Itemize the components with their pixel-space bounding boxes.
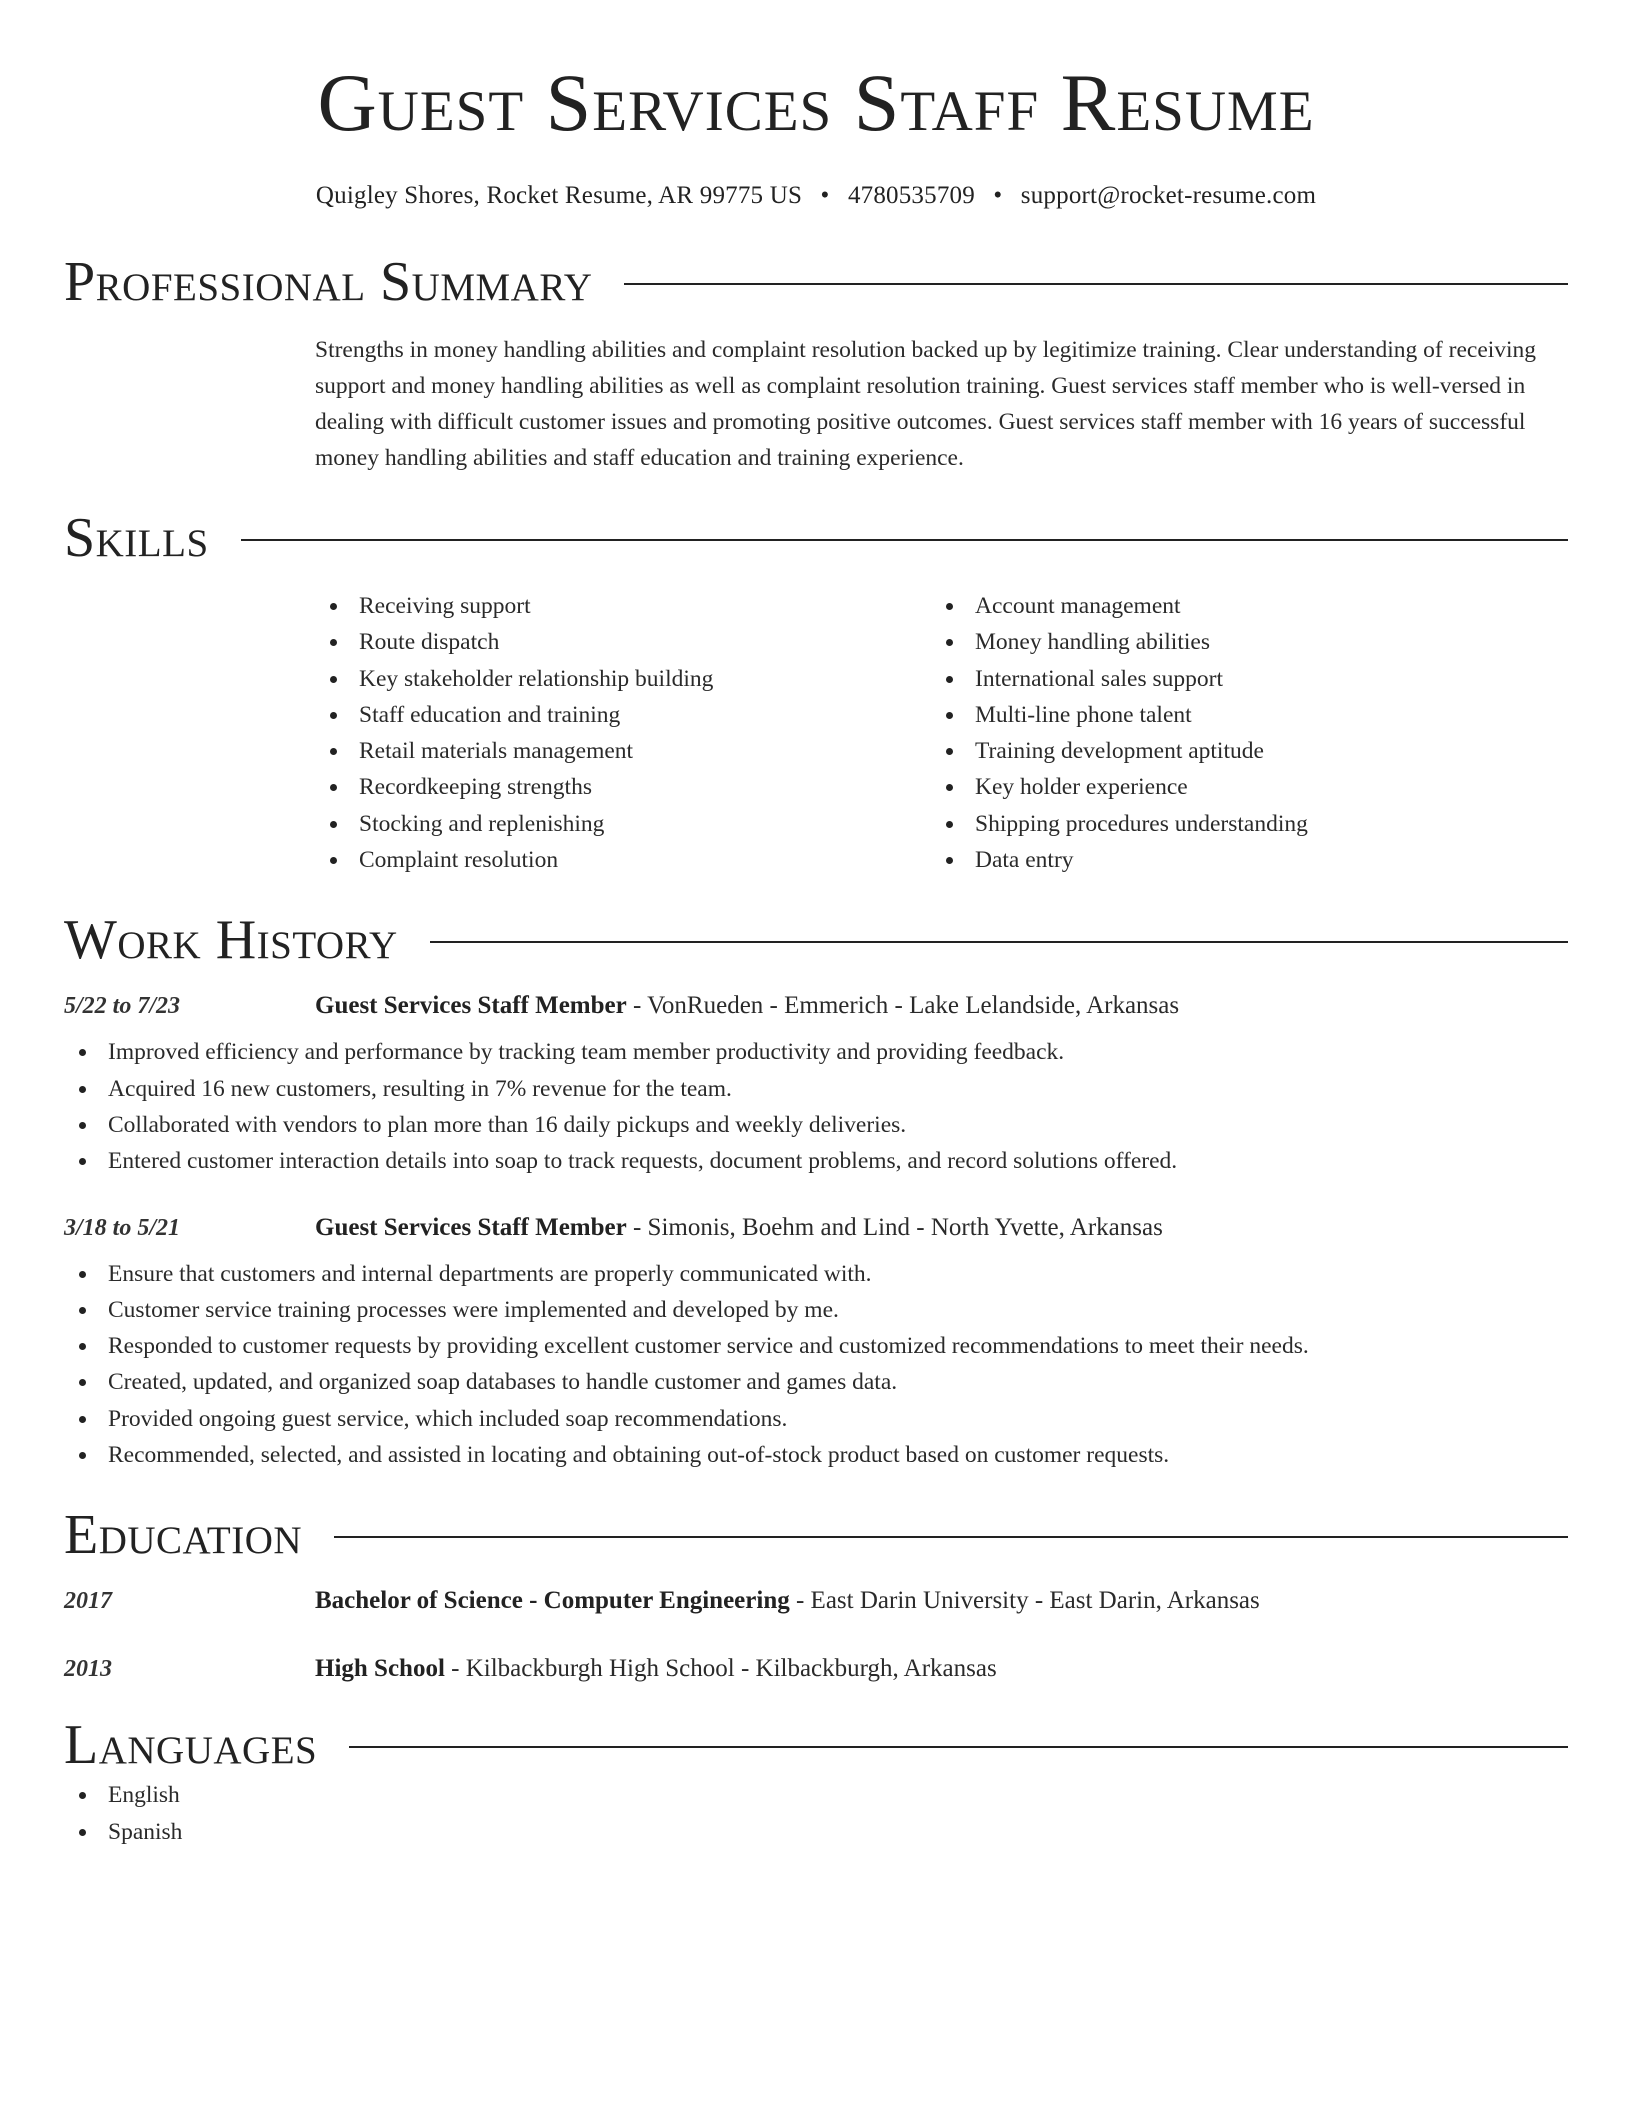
job-title: Guest Services Staff Member — [315, 992, 627, 1020]
job-entry — [64, 1214, 1568, 1474]
job-bullet: Ensure that customers and internal departments are properly communicated with. — [64, 1256, 1568, 1292]
education-year: 2017 — [64, 1588, 112, 1615]
education-section-header — [64, 1503, 1568, 1567]
skill-item: Account management — [931, 588, 1547, 624]
skills-section-header — [64, 506, 1568, 570]
education-degree: High School — [315, 1655, 445, 1683]
skill-item: Recordkeeping strengths — [315, 769, 931, 805]
skill-item: Route dispatch — [315, 624, 931, 660]
job-bullet: Customer service training processes were implemented and developed by me. — [64, 1292, 1568, 1328]
skill-item: International sales support — [931, 661, 1547, 697]
job-dates: 3/18 to 5/21 — [64, 1214, 181, 1241]
skill-item: Money handling abilities — [931, 624, 1547, 660]
skill-item: Data entry — [931, 842, 1547, 878]
job-bullets — [64, 1256, 1568, 1474]
language-item: English — [64, 1777, 1568, 1813]
education-details: - East Darin University - East Darin, Arkansas — [789, 1587, 1260, 1615]
skills-list — [315, 588, 1568, 878]
skill-item: Multi-line phone talent — [931, 697, 1547, 733]
contact-separator: • — [993, 182, 1003, 209]
job-bullet: Responded to customer requests by providing excellent customer service and customized recommendations to meet their needs. — [64, 1328, 1568, 1364]
job-details: - Simonis, Boehm and Lind - North Yvette, Arkansas — [626, 1213, 1163, 1241]
skill-item: Shipping procedures understanding — [931, 806, 1547, 842]
job-bullet: Entered customer interaction details into soap to track requests, document problems, and record solutions offered. — [64, 1143, 1568, 1179]
section-divider — [624, 283, 1568, 285]
skill-item: Key stakeholder relationship building — [315, 661, 931, 697]
skill-item: Receiving support — [315, 588, 931, 624]
job-title: Guest Services Staff Member — [315, 1213, 627, 1241]
skills-column-left — [315, 588, 931, 878]
section-divider — [430, 941, 1568, 943]
contact-line — [64, 182, 1568, 210]
education-degree: Bachelor of Science - Computer Engineering — [315, 1587, 790, 1615]
job-header — [64, 992, 1568, 1020]
job-bullet: Acquired 16 new customers, resulting in 7% revenue for the team. — [64, 1071, 1568, 1107]
education-details: - Kilbackburgh High School - Kilbackburgh, Arkansas — [444, 1655, 997, 1683]
job-bullet: Provided ongoing guest service, which included soap recommendations. — [64, 1401, 1568, 1437]
languages-heading: Languages — [64, 1714, 318, 1777]
resume-title: Guest Services Staff Resume — [317, 57, 1315, 148]
section-divider — [349, 1746, 1568, 1748]
job-entry — [64, 992, 1568, 1179]
work-heading: Work History — [64, 909, 398, 972]
job-bullet: Collaborated with vendors to plan more than 16 daily pickups and weekly deliveries. — [64, 1107, 1568, 1143]
contact-email: support@rocket-resume.com — [1020, 182, 1317, 209]
skill-item: Staff education and training — [315, 697, 931, 733]
skill-item: Complaint resolution — [315, 842, 931, 878]
contact-separator: • — [820, 182, 830, 209]
section-divider — [334, 1536, 1568, 1538]
contact-address: Quigley Shores, Rocket Resume, AR 99775 US — [315, 182, 803, 209]
job-headline — [315, 992, 1179, 1020]
job-header — [64, 1214, 1568, 1242]
work-section-header — [64, 908, 1568, 972]
job-dates: 5/22 to 7/23 — [64, 993, 181, 1020]
job-bullet: Improved efficiency and performance by tracking team member productivity and providing feedback. — [64, 1034, 1568, 1070]
education-year: 2013 — [64, 1656, 112, 1683]
education-headline — [315, 1655, 997, 1683]
skill-item: Retail materials management — [315, 733, 931, 769]
skills-column-right — [931, 588, 1547, 878]
education-entry — [64, 1587, 1568, 1615]
education-heading: Education — [64, 1504, 303, 1567]
education-entry — [64, 1655, 1568, 1683]
job-bullets — [64, 1034, 1568, 1179]
skills-heading: Skills — [64, 507, 209, 569]
job-bullet: Created, updated, and organized soap databases to handle customer and games data. — [64, 1364, 1568, 1400]
skill-item: Training development aptitude — [931, 733, 1547, 769]
languages-list — [64, 1777, 1568, 1850]
summary-section-header — [64, 250, 1568, 314]
job-headline — [315, 1214, 1163, 1242]
language-item: Spanish — [64, 1814, 1568, 1850]
summary-heading: Professional Summary — [64, 251, 593, 313]
section-divider — [241, 539, 1568, 541]
contact-phone: 4780535709 — [847, 182, 975, 209]
job-bullet: Recommended, selected, and assisted in locating and obtaining out-of-stock product based on customer requests. — [64, 1437, 1568, 1473]
education-headline — [315, 1587, 1260, 1615]
job-details: - VonRueden - Emmerich - Lake Lelandside, Arkansas — [626, 992, 1180, 1020]
skill-item: Stocking and replenishing — [315, 806, 931, 842]
skill-item: Key holder experience — [931, 769, 1547, 805]
languages-section-header — [64, 1713, 1568, 1777]
summary-text: Strengths in money handling abilities and complaint resolution backed up by legitimize training. Clear understanding of receiving support and money handling abilities as well as complaint resolution training. Guest services staff member who is well-versed in dealing with difficult customer issues and promoting positive outcomes. Guest services staff member with 16 years of successful money handling abilities and staff education and training experience. — [315, 337, 1537, 471]
